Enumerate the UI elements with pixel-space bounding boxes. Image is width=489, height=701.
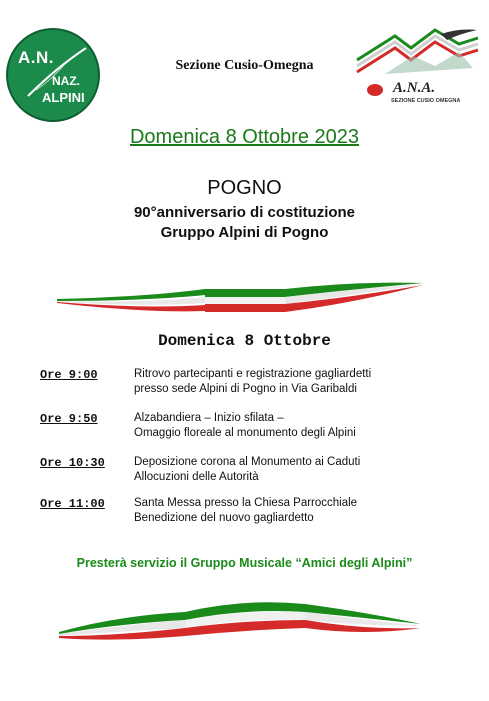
event-anniversary-line2: Gruppo Alpini di Pogno (160, 224, 329, 241)
program-description: Alzabandiera – Inizio sfilata – (134, 412, 284, 424)
program-time: Ore 9:00 (40, 368, 98, 382)
program-description: Allocuzioni delle Autorità (134, 471, 259, 483)
date-heading: Domenica 8 Ottobre 2023 (129, 126, 360, 148)
program-time: Ore 11:00 (40, 497, 105, 511)
program-time: Ore 10:30 (40, 456, 105, 470)
program-description: Santa Messa presso la Chiesa Parrocchiale (134, 497, 358, 509)
event-town: POGNO (207, 177, 282, 199)
program-description: Omaggio floreale al monumento degli Alpini (134, 427, 356, 439)
program-description: Deposizione corona al Monumento ai Caduti (134, 456, 361, 468)
logo-right-name: A.N.A. (393, 80, 436, 96)
logo-left-line1: A.N. (18, 48, 54, 67)
tricolor-ribbon-bottom (55, 590, 425, 648)
event-anniversary-line1: 90°anniversario di costituzione (133, 204, 356, 221)
section-name: Sezione Cusio-Omegna (175, 58, 314, 73)
footer-note: Presterà servizio il Gruppo Musicale “Amici degli Alpini” (76, 556, 413, 570)
program-day: Domenica 8 Ottobre (158, 332, 331, 350)
logo-right-subtitle: SEZIONE CUSIO OMEGNA (391, 98, 461, 104)
logo-left-line3: ALPINI (42, 90, 85, 105)
ana-cusio-omegna-logo (355, 26, 480, 112)
feather-icon (16, 38, 94, 116)
program-time: Ore 9:50 (40, 412, 98, 426)
program-description: presso sede Alpini di Pogno in Via Garibaldi (134, 383, 357, 395)
program-description: Ritrovo partecipanti e registrazione gagliardetti (134, 368, 372, 380)
tricolor-ribbon-top (55, 267, 425, 315)
logo-left-line2: NAZ. (52, 74, 80, 88)
ana-circle-logo (6, 28, 100, 122)
program-description: Benedizione del nuovo gagliardetto (134, 512, 314, 524)
